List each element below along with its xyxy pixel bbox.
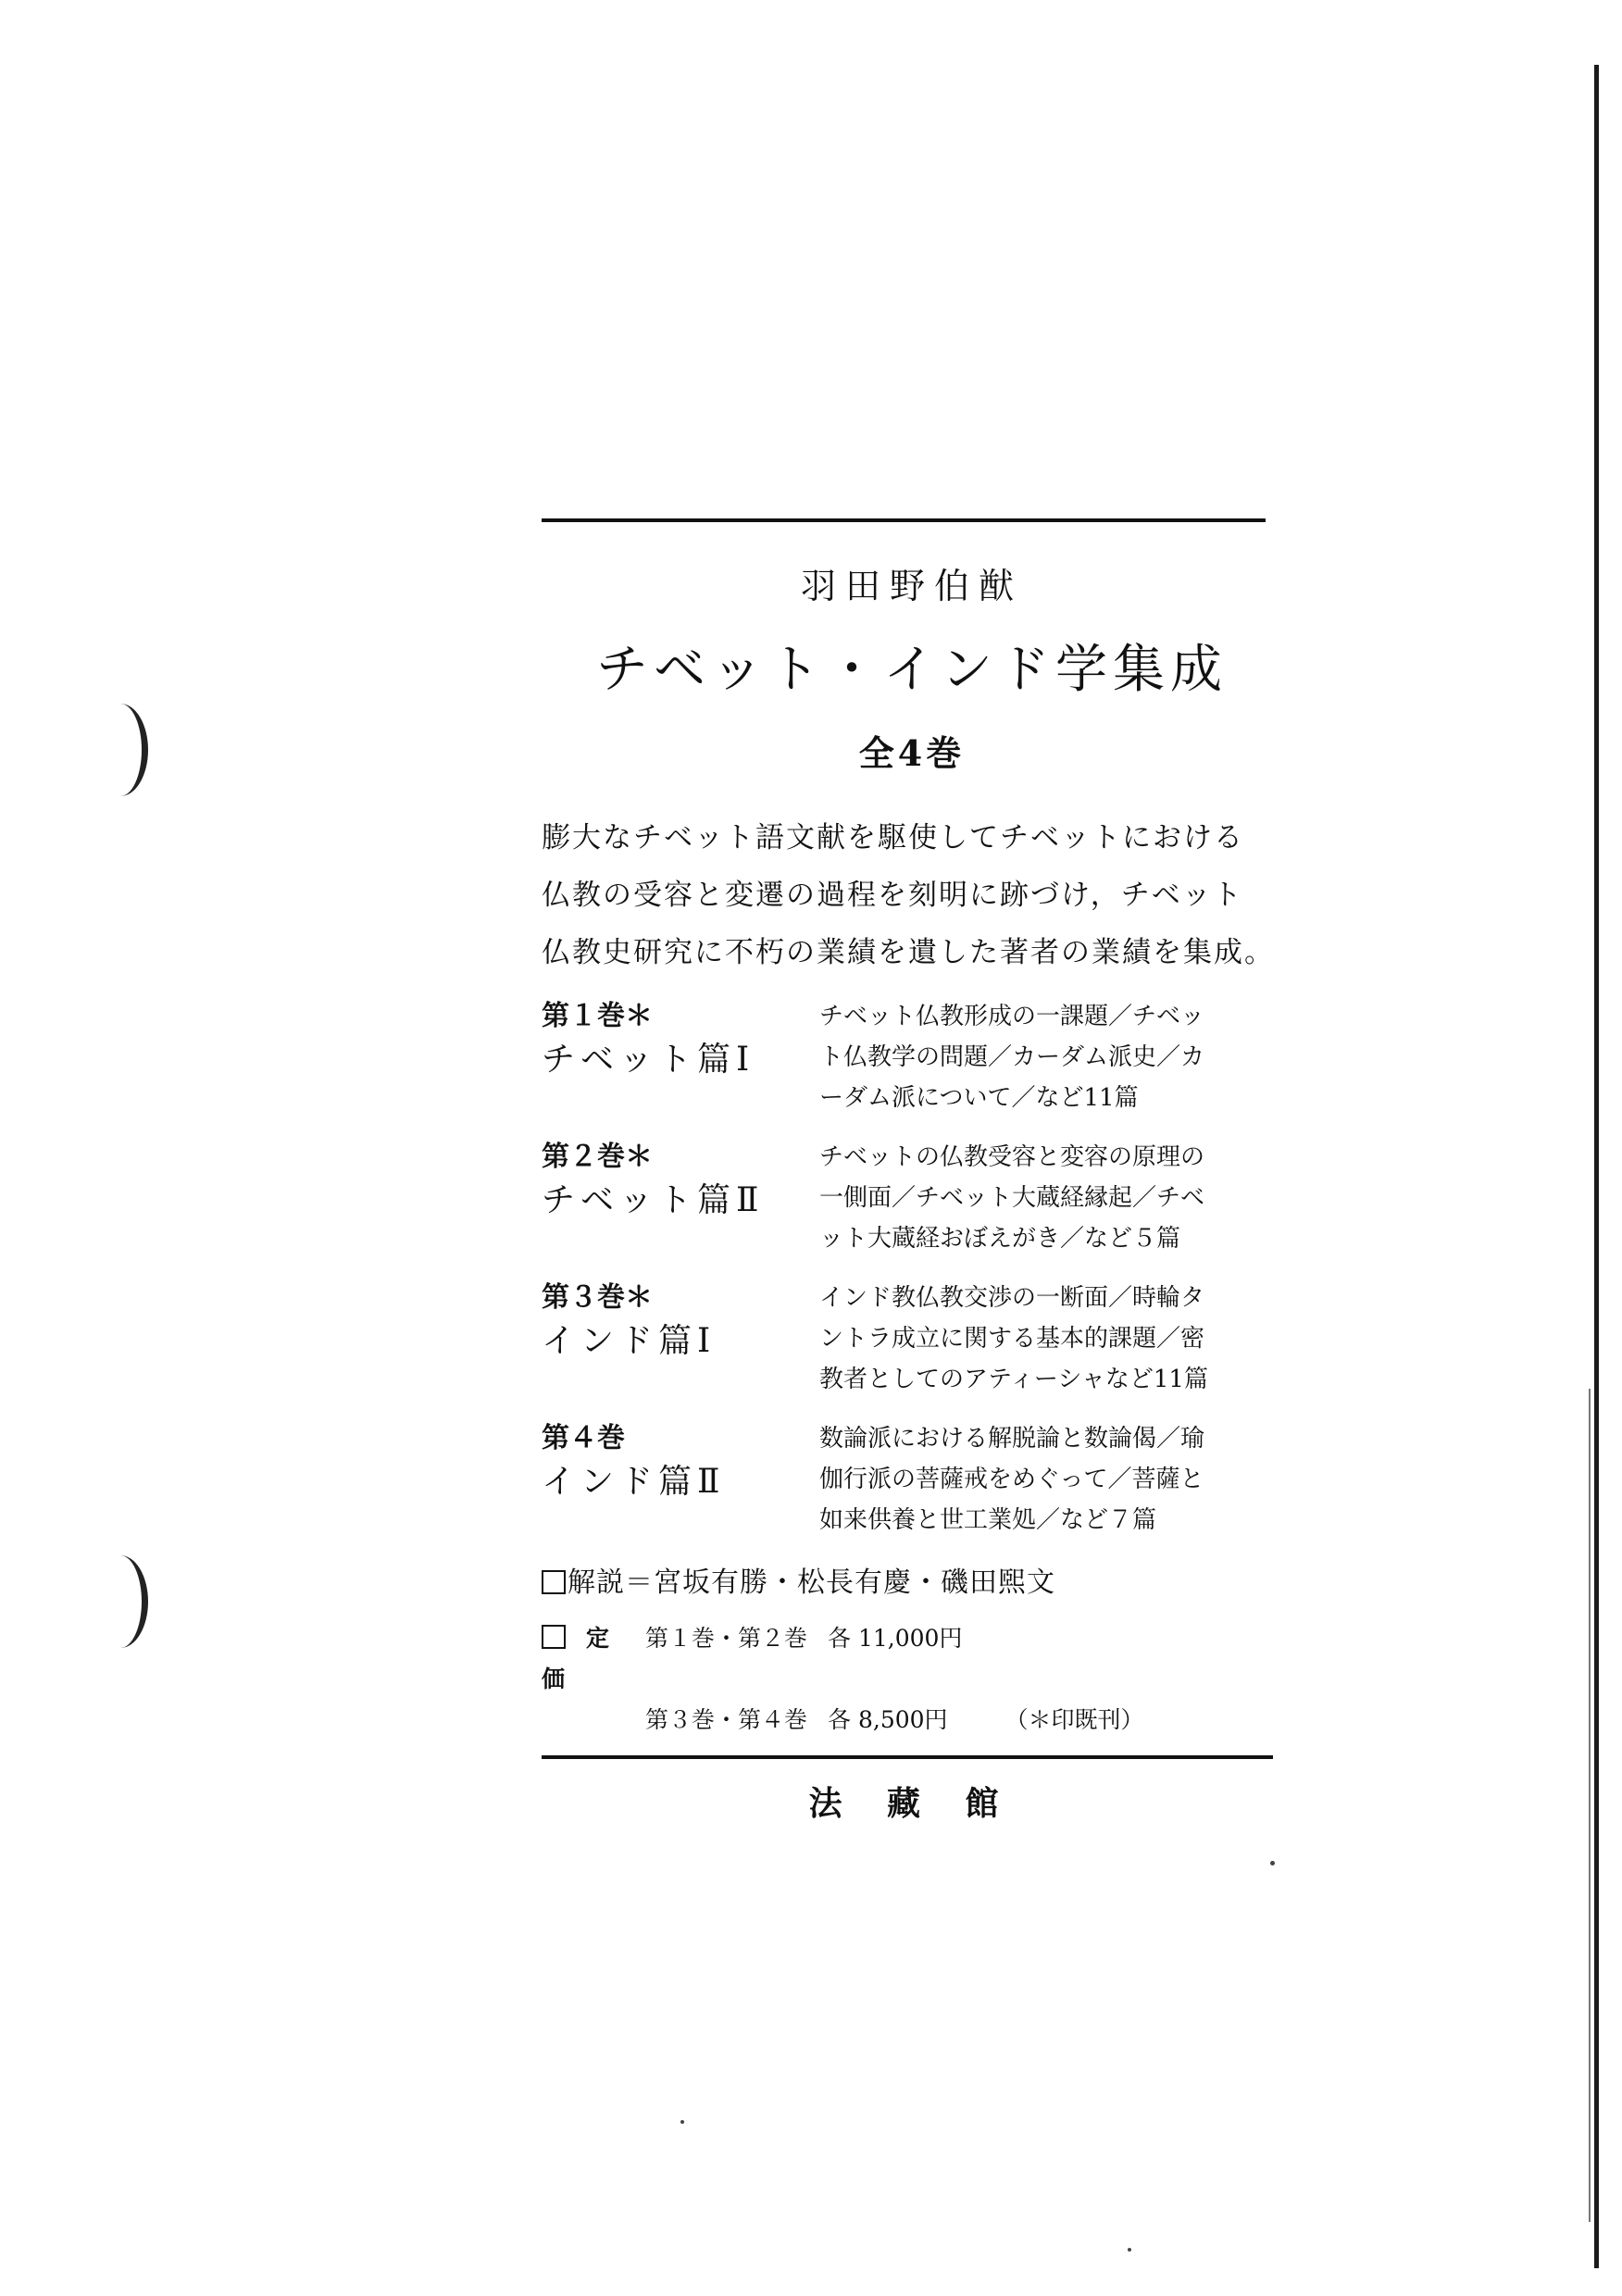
square-bullet-icon — [542, 1625, 566, 1649]
volume-entry — [542, 1137, 1282, 1259]
price-volumes: 第１巻・第２巻 — [645, 1625, 808, 1652]
price-label: 定価 — [542, 1625, 610, 1692]
volume-entry — [542, 996, 1282, 1118]
commentary-credits — [542, 1559, 1282, 1600]
volume-contents — [819, 1137, 1254, 1259]
scan-speck — [1128, 2248, 1131, 2252]
price-label-cell — [542, 1618, 645, 1700]
volume-list — [542, 996, 1282, 1541]
book-advertisement — [542, 518, 1282, 1825]
description — [542, 809, 1282, 981]
square-bullet-icon — [542, 1570, 566, 1594]
contents-line: 如来供養と世工業処／など７篇 — [819, 1506, 1157, 1534]
volume-number: 第１巻＊ — [542, 1000, 653, 1032]
contents-line: インド教仏教交渉の一断面／時輪タ — [819, 1284, 1205, 1312]
publisher: 法 藏 館 — [808, 1784, 1016, 1823]
volume-contents — [819, 1418, 1254, 1541]
bottom-rule — [542, 1755, 1273, 1759]
volume-entry — [542, 1278, 1282, 1400]
volume-contents — [819, 996, 1254, 1118]
volume-entry — [542, 1418, 1282, 1541]
price-block — [542, 1618, 1282, 1741]
volume-name: インド篇Ⅱ — [542, 1463, 726, 1501]
price-volumes: 第３巻・第４巻 — [645, 1706, 808, 1733]
contents-line: 数論派における解脱論と数論偈／瑜 — [819, 1425, 1205, 1453]
volume-count: 全4巻 — [858, 732, 966, 774]
contents-line: チベット仏教形成の一課題／チベッ — [819, 1003, 1205, 1030]
contents-line: ーダム派について／など11篇 — [819, 1084, 1139, 1112]
description-line: 仏教史研究に不朽の業績を遺した著者の業績を集成。 — [542, 936, 1275, 969]
description-line: 膨大なチベット語文献を駆使してチベットにおける — [542, 821, 1244, 855]
scan-speck — [1270, 1861, 1275, 1866]
volume-name: チベット篇Ⅰ — [542, 1041, 755, 1079]
description-line: 仏教の受容と変遷の過程を刻明に跡づけ，チベット — [542, 879, 1243, 912]
volume-number: 第２巻＊ — [542, 1141, 653, 1173]
scan-speck — [680, 2120, 684, 2124]
contents-line: チベットの仏教受容と変容の原理の — [819, 1143, 1205, 1171]
binder-hole-bottom — [93, 1555, 148, 1648]
contents-line: ントラ成立に関する基本的課題／密 — [819, 1325, 1205, 1353]
page-edge-line-faint — [1589, 1389, 1591, 2222]
volume-name: チベット篇Ⅱ — [542, 1181, 765, 1219]
price-amount: 各 11,000円 — [828, 1625, 963, 1652]
top-rule — [542, 518, 1266, 522]
volume-number: 第３巻＊ — [542, 1281, 653, 1314]
contents-line: 伽行派の菩薩戒をめぐって／菩薩と — [819, 1466, 1204, 1493]
volume-name: インド篇Ⅰ — [542, 1322, 717, 1360]
series-title: チベット・インド学集成 — [596, 640, 1228, 700]
price-amount: 各 8,500円 — [828, 1706, 948, 1733]
contents-line: 教者としてのアティーシャなど11篇 — [819, 1366, 1208, 1393]
binder-hole-top — [93, 704, 148, 796]
price-row — [542, 1618, 1282, 1700]
price-note: （＊印既刊） — [1004, 1706, 1144, 1733]
contents-line: 一側面／チベット大蔵経縁起／チベ — [819, 1184, 1205, 1212]
price-row — [542, 1700, 1282, 1741]
contents-line: ット大蔵経おぼえがき／など５篇 — [819, 1225, 1181, 1253]
page-edge-line — [1594, 65, 1599, 2268]
volume-contents — [819, 1278, 1254, 1400]
contents-line: ト仏教学の問題／カーダム派史／カ — [819, 1043, 1205, 1071]
volume-number: 第４巻 — [542, 1422, 625, 1454]
author-name: 羽田野伯猷 — [800, 566, 1023, 606]
commentary-text: 解説＝宮坂有勝・松長有慶・磯田煕文 — [568, 1566, 1055, 1599]
